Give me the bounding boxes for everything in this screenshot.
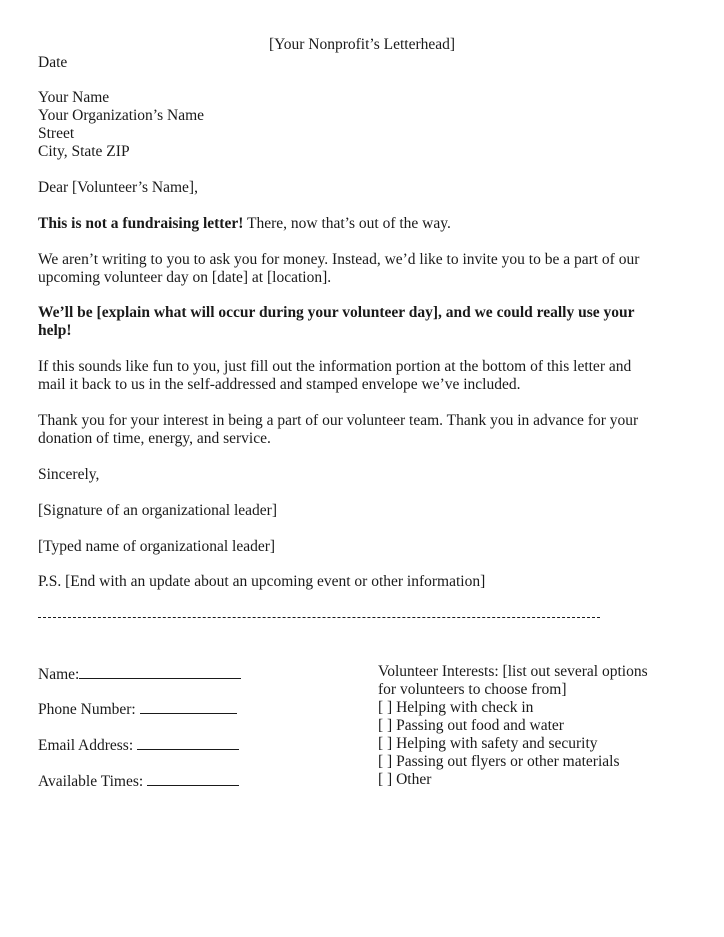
name-label: Name: (38, 666, 80, 683)
paragraph-explain-line2: help! (38, 322, 72, 339)
name-field-row (38, 664, 241, 684)
paragraph-thanks-line2: donation of time, energy, and service. (38, 430, 271, 447)
email-field-row (38, 735, 239, 755)
interest-option-other[interactable]: [ ] Other (378, 771, 432, 788)
phone-label: Phone Number: (38, 701, 136, 718)
name-blank[interactable] (79, 664, 241, 679)
cut-line-divider (38, 608, 600, 622)
date-line: Date (38, 54, 68, 71)
times-field-row (38, 771, 239, 791)
paragraph-invite-line1: We aren’t writing to you to ask you for money. Instead, we’d like to invite you to be a part of our (38, 251, 640, 268)
typed-name-placeholder: [Typed name of organizational leader] (38, 538, 276, 555)
interest-option-food-water[interactable]: [ ] Passing out food and water (378, 717, 564, 734)
sender-city-state-zip: City, State ZIP (38, 143, 130, 160)
interests-heading-line2: for volunteers to choose from] (378, 681, 567, 698)
paragraph-mail-line1: If this sounds like fun to you, just fill out the information portion at the bottom of this letter and (38, 358, 632, 375)
email-blank[interactable] (137, 735, 239, 750)
paragraph-thanks-line1: Thank you for your interest in being a part of our volunteer team. Thank you in advance for your (38, 412, 639, 429)
closing: Sincerely, (38, 466, 100, 483)
intro-bold-text: This is not a fundraising letter! (38, 215, 244, 232)
interest-option-check-in[interactable]: [ ] Helping with check in (378, 699, 534, 716)
paragraph-invite-line2: upcoming volunteer day on [date] at [location]. (38, 269, 332, 286)
intro-rest-text: There, now that’s out of the way. (243, 215, 451, 232)
paragraph-explain-line1: We’ll be [explain what will occur during your volunteer day], and we could really use your (38, 304, 635, 321)
phone-blank[interactable] (140, 699, 237, 714)
phone-field-row (38, 699, 237, 719)
postscript: P.S. [End with an update about an upcoming event or other information] (38, 573, 486, 590)
interests-heading-line1: Volunteer Interests: [list out several options (378, 663, 648, 680)
signature-placeholder: [Signature of an organizational leader] (38, 502, 278, 519)
sender-name: Your Name (38, 89, 110, 106)
paragraph-mail-line2: mail it back to us in the self-addressed and stamped envelope we’ve included. (38, 376, 521, 393)
available-times-label: Available Times: (38, 773, 144, 790)
greeting: Dear [Volunteer’s Name], (38, 179, 198, 196)
intro-paragraph (38, 215, 451, 233)
available-times-blank[interactable] (147, 771, 239, 786)
email-label: Email Address: (38, 737, 134, 754)
volunteer-interests-block (378, 663, 648, 789)
interest-option-safety[interactable]: [ ] Helping with safety and security (378, 735, 598, 752)
sender-organization: Your Organization’s Name (38, 107, 205, 124)
sender-street: Street (38, 125, 75, 142)
letterhead-placeholder: [Your Nonprofit’s Letterhead] (268, 36, 456, 53)
interest-option-flyers[interactable]: [ ] Passing out flyers or other materials (378, 753, 620, 770)
